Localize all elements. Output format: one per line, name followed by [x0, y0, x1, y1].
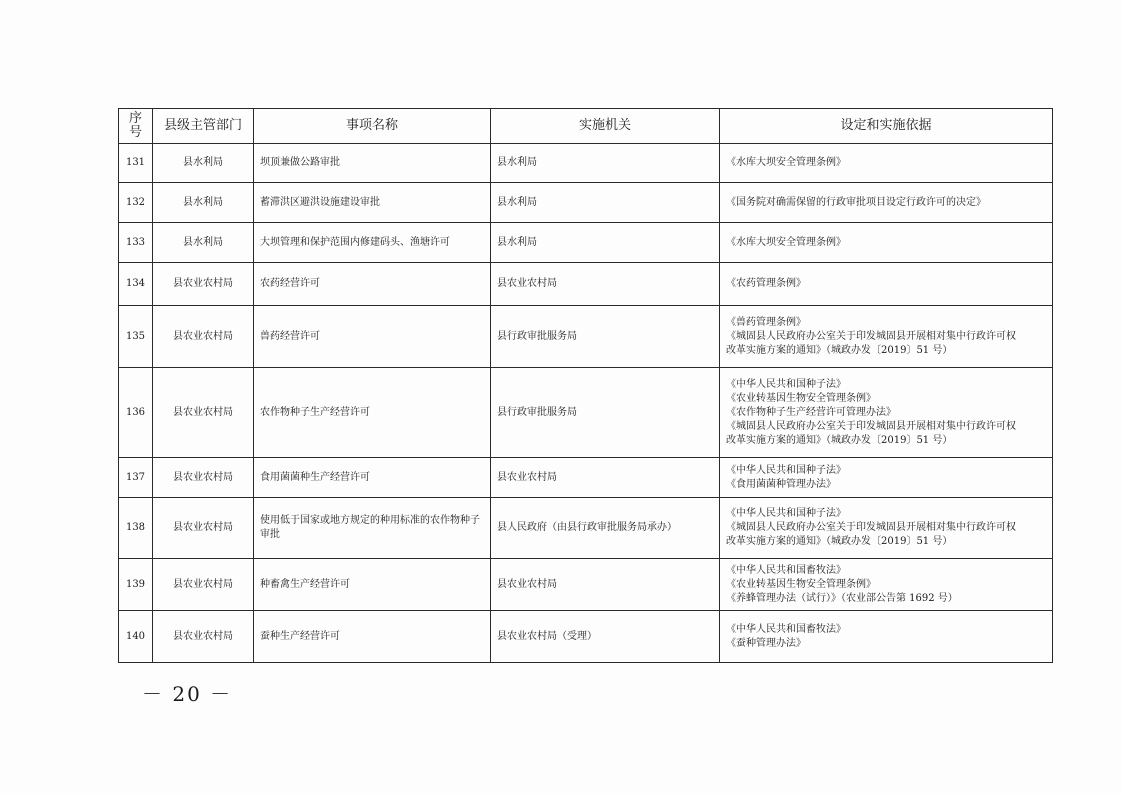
- basis-line: 《养蜂管理办法（试行）》（农业部公告第 1692 号）: [726, 592, 958, 604]
- cell-org: 县水利局: [491, 144, 720, 183]
- basis-line: 《国务院对确需保留的行政审批项目设定行政许可的决定》: [726, 196, 986, 208]
- cell-seq: 132: [119, 183, 153, 223]
- basis-line: 《水库大坝安全管理条例》: [726, 157, 846, 168]
- basis-line: 《食用菌菌种管理办法》: [726, 478, 836, 490]
- cell-item: 农作物种子生产经营许可: [254, 368, 491, 458]
- cell-seq: 136: [119, 368, 153, 458]
- basis-line: 《中华人民共和国种子法》: [726, 508, 846, 519]
- cell-dept: 县农业农村局: [153, 498, 254, 559]
- basis-line: 《农业转基因生物安全管理条例》: [726, 578, 876, 590]
- cell-seq: 131: [119, 144, 153, 183]
- basis-line: 改革实施方案的通知》（城政办发〔2019〕51 号）: [726, 434, 953, 446]
- basis-line: 《水库大坝安全管理条例》: [726, 236, 846, 248]
- basis-line: 《农作物种子生产经营许可管理办法》: [726, 406, 896, 418]
- cell-item: 蚕种生产经营许可: [254, 611, 491, 663]
- cell-dept: 县农业农村局: [153, 458, 254, 498]
- cell-org: 县农业农村局（受理）: [491, 611, 720, 663]
- cell-dept: 县水利局: [153, 144, 254, 183]
- basis-line: 《城固县人民政府办公室关于印发城固县开展相对集中行政许可权: [726, 330, 1016, 342]
- basis-line: 《城固县人民政府办公室关于印发城固县开展相对集中行政许可权: [726, 522, 1016, 533]
- header-seq-label: 序号: [128, 111, 142, 140]
- cell-org: 县农业农村局: [491, 559, 720, 611]
- basis-line: 《中华人民共和国种子法》: [726, 378, 846, 390]
- page-number: － 20 －: [142, 682, 233, 706]
- cell-org: 县行政审批服务局: [491, 306, 720, 368]
- cell-basis: [720, 498, 1053, 559]
- cell-org: 县行政审批服务局: [491, 368, 720, 458]
- cell-dept: 县农业农村局: [153, 611, 254, 663]
- basis-line: 《农业转基因生物安全管理条例》: [726, 392, 876, 404]
- cell-basis: [720, 183, 1053, 223]
- table-row: [119, 263, 1053, 306]
- cell-item: 兽药经营许可: [254, 306, 491, 368]
- cell-dept: 县水利局: [153, 183, 254, 223]
- basis-line: 《蚕种管理办法》: [726, 637, 806, 649]
- cell-dept: 县农业农村局: [153, 263, 254, 306]
- table-row: [119, 458, 1053, 498]
- cell-item: 种畜禽生产经营许可: [254, 559, 491, 611]
- table-row: [119, 144, 1053, 183]
- cell-seq: 134: [119, 263, 153, 306]
- cell-dept: 县农业农村局: [153, 559, 254, 611]
- cell-basis: [720, 559, 1053, 611]
- cell-org: 县农业农村局: [491, 263, 720, 306]
- approval-items-table: [118, 108, 1053, 663]
- basis-line: 改革实施方案的通知》（城政办发〔2019〕51 号）: [726, 536, 953, 547]
- cell-dept: 县农业农村局: [153, 368, 254, 458]
- cell-item: 农药经营许可: [254, 263, 491, 306]
- cell-item: 坝顶兼做公路审批: [254, 144, 491, 183]
- cell-basis: [720, 306, 1053, 368]
- cell-item: 使用低于国家或地方规定的种用标准的农作物种子审批: [254, 498, 491, 559]
- cell-seq: 137: [119, 458, 153, 498]
- table-row: [119, 368, 1053, 458]
- cell-seq: 140: [119, 611, 153, 663]
- basis-line: 《中华人民共和国种子法》: [726, 464, 846, 476]
- basis-line: 《中华人民共和国畜牧法》: [726, 564, 846, 576]
- cell-org: 县人民政府（由县行政审批服务局承办）: [491, 498, 720, 559]
- header-item: 事项名称: [254, 109, 491, 144]
- cell-seq: 139: [119, 559, 153, 611]
- basis-line: 《兽药管理条例》: [726, 316, 806, 328]
- cell-item: 大坝管理和保护范围内修建码头、渔塘许可: [254, 223, 491, 263]
- header-org: 实施机关: [491, 109, 720, 144]
- cell-dept: 县农业农村局: [153, 306, 254, 368]
- table-row: [119, 559, 1053, 611]
- basis-line: 《中华人民共和国畜牧法》: [726, 623, 846, 635]
- cell-org: 县农业农村局: [491, 458, 720, 498]
- table-row: [119, 183, 1053, 223]
- cell-basis: [720, 144, 1053, 183]
- table-row: [119, 223, 1053, 263]
- cell-dept: 县水利局: [153, 223, 254, 263]
- basis-line: 《城固县人民政府办公室关于印发城固县开展相对集中行政许可权: [726, 420, 1016, 432]
- cell-org: 县水利局: [491, 183, 720, 223]
- table-row: [119, 498, 1053, 559]
- cell-seq: 133: [119, 223, 153, 263]
- header-basis: 设定和实施依据: [720, 109, 1053, 144]
- header-seq: [119, 109, 153, 144]
- basis-line: 《农药管理条例》: [726, 278, 806, 289]
- cell-basis: [720, 223, 1053, 263]
- table-row: [119, 306, 1053, 368]
- cell-item: 蓄滞洪区避洪设施建设审批: [254, 183, 491, 223]
- cell-seq: 135: [119, 306, 153, 368]
- basis-line: 改革实施方案的通知》（城政办发〔2019〕51 号）: [726, 344, 953, 356]
- cell-basis: [720, 611, 1053, 663]
- cell-seq: 138: [119, 498, 153, 559]
- header-dept: 县级主管部门: [153, 109, 254, 144]
- table-header-row: [119, 109, 1053, 144]
- cell-item: 食用菌菌种生产经营许可: [254, 458, 491, 498]
- cell-basis: [720, 458, 1053, 498]
- cell-org: 县水利局: [491, 223, 720, 263]
- cell-basis: [720, 263, 1053, 306]
- cell-basis: [720, 368, 1053, 458]
- table-row: [119, 611, 1053, 663]
